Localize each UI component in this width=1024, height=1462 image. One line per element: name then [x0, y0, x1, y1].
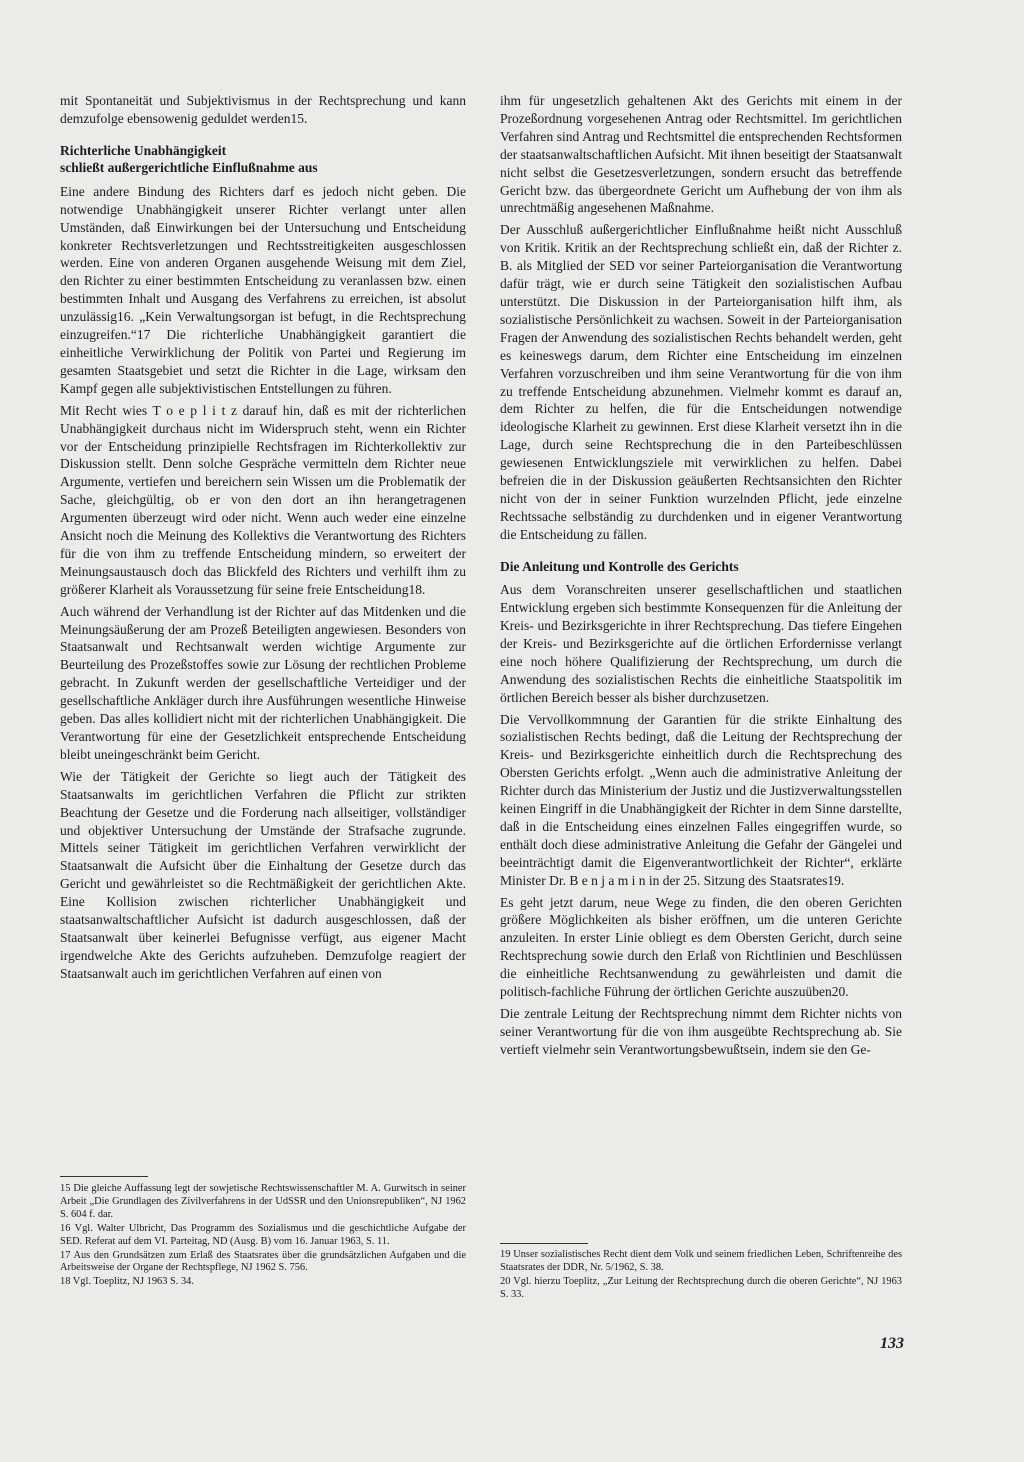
footnote: 18 Vgl. Toeplitz, NJ 1963 S. 34. — [60, 1276, 194, 1288]
page-number: 133 — [880, 1335, 904, 1352]
footnotes-right — [500, 1249, 902, 1303]
footnote: 16 Vgl. Walter Ulbricht, Das Programm des Sozialismus und die geschichtliche Aufgabe der SED. Referat auf dem VI. Parteitag, ND (Ausg. B) vom 16. Januar 1963, S. 11. — [60, 1222, 466, 1247]
heading-line: schließt außergerichtliche Einflußnahme aus — [60, 160, 318, 176]
footnotes-left — [60, 1183, 466, 1290]
paragraph: ihm für ungesetzlich gehaltenen Akt des Gerichts mit einem in der Prozeßordnung vorgesehenen Antrag oder Rechtsmittel. Im gerichtlichen Verfahren sind Antrag und Rechtsmittel die entsprechenden Rechtsformen der staatsanwaltschaftlichen Aufsicht. Mit ihnen beseitigt der Staatsanwalt nicht selbst die Gesetzesverletzungen, sondern ersucht das betreffende Gericht bzw. das übergeordnete Gericht um Aufhebung der von ihm als unrechtmäßig angesehenen Maßnahme. — [500, 93, 902, 216]
footnote: 15 Die gleiche Auffassung legt der sowjetische Rechtswissenschaftler M. A. Gurwitsch in seiner Arbeit „Die Grundlagen des Zivilverfahrens in der UdSSR und den Unionsrepubliken“, NJ 1962 S. 604 f. dar. — [60, 1183, 466, 1220]
paragraph: Mit Recht wies T o e p l i t z darauf hin, daß es mit der richterlichen Unabhängigkeit durchaus nicht im Widerspruch steht, wenn ein Richter vor der Entscheidung prinzipielle Rechtsfragen im Richterkollektiv zur Diskussion stellt. Denn solche Gespräche vermitteln dem Richter neue Argumente, vertiefen und bereichern sein Wissen um die Problematik der Sache, gleichgültig, ob er von den dort an ihn herangetragenen Argumenten überzeugt wird oder nicht. Wenn auch weder eine einzelne Ansicht noch die Meinung des Kollektivs die Verantwortung des Richters für die von ihm zu treffende Entscheidung mindern, so erweitert der Meinungsaustausch doch das Blickfeld des Richters und verhilft ihm zu größerer Klarheit als Voraussetzung für seine freie Entscheidung18. — [60, 402, 466, 597]
paragraph: mit Spontaneität und Subjektivismus in der Rechtsprechung und kann demzufolge ebensowenig geduldet werden15. — [60, 93, 466, 126]
right-column — [500, 92, 902, 1063]
paragraph: Eine andere Bindung des Richters darf es jedoch nicht geben. Die notwendige Unabhängigkeit unserer Richter verlangt unter allen Umständen, daß Einwirkungen bei der Untersuchung und Entscheidung konkreter Rechtsverletzungen und Rechtsstreitigkeiten ausgeschlossen werden. Eine von anderen Organen ausgehende Weisung mit dem Ziel, den Richter zu einer bestimmten Entscheidung zu veranlassen bzw. einen bestimmten Inhalt und Ausgang des Verfahrens zu erreichen, ist absolut unzulässig16. „Kein Verwaltungsorgan ist befugt, in die Rechtsprechung einzugreifen.“17 Die richterliche Unabhängigkeit garantiert die einheitliche Verwirklichung der Politik von Partei und Regierung im gesamten Staatsgebiet und setzt die Richter in die Lage, wirksam den Kampf gegen alle subjektivistischen Entstellungen zu führen. — [60, 183, 466, 396]
footnote: 17 Aus den Grundsätzen zum Erlaß des Staatsrates über die grundsätzlichen Aufgaben und die Arbeitsweise der Organe der Rechtspflege, NJ 1962 S. 756. — [60, 1249, 466, 1274]
paragraph: Es geht jetzt darum, neue Wege zu finden, die den oberen Gerichten größere Möglichkeiten als bisher eröffnen, um die unteren Gerichte anzuleiten. In erster Linie obliegt es dem Obersten Gericht, durch seine Rechtsprechung sowie durch den Erlaß von Richtlinien und Beschlüssen die einheitliche Rechtsanwendung zu gewährleisten und damit die politisch-fachliche Führung der örtlichen Gerichte auszuüben20. — [500, 894, 902, 1000]
heading-line: Richterliche Unabhängigkeit — [60, 142, 227, 158]
footnote: 19 Unser sozialistisches Recht dient dem Volk und seinem friedlichen Leben, Schriftenreihe des Staatsrates der DDR, Nr. 5/1962, S. 38. — [500, 1249, 902, 1273]
footnote: 20 Vgl. hierzu Toeplitz, „Zur Leitung der Rechtsprechung durch die oberen Gerichte“, NJ 1963 S. 33. — [500, 1275, 902, 1300]
section-heading — [60, 142, 466, 177]
left-column — [60, 92, 466, 987]
footnote-divider — [500, 1243, 588, 1244]
section-heading: Die Anleitung und Kontrolle des Gerichts — [500, 558, 739, 574]
paragraph: Aus dem Voranschreiten unserer gesellschaftlichen und staatlichen Entwicklung ergeben sich bestimmte Konsequenzen für die Anleitung der Kreis- und Bezirksgerichte in ihrer Rechtsprechung. Das tiefere Eingehen der Kreis- und Bezirksgerichte auf die örtlichen Erfordernisse verlangt eine noch höhere Qualifizierung der Rechtsprechung, um durch die Anwendung des sozialistischen Rechts die einheitliche Staatspolitik im örtlichen Bereich besser als bisher durchzusetzen. — [500, 582, 902, 705]
paragraph: Die Vervollkommnung der Garantien für die strikte Einhaltung des sozialistischen Rechts bedingt, daß die Leitung der Rechtsprechung der Kreis- und Bezirksgerichte einheitlich durch die Rechtsprechung des Obersten Gerichts erfolgt. „Wenn auch die administrative Anleitung der Richter durch das Ministerium der Justiz und die Justizverwaltungsstellen keinen Eingriff in die Unabhängigkeit der Richter in dem Sinne darstellte, daß in die Entscheidung eines einzelnen Falles eingegriffen wurde, so enthält doch diese administrative Anleitung die Gefahr der Gängelei und beeinträchtigt damit die Eigenverantwortlichkeit der Richter“, erklärte Minister Dr. B e n j a m i n in der 25. Sitzung des Staatsrates19. — [500, 711, 902, 888]
paragraph: Wie der Tätigkeit der Gerichte so liegt auch der Tätigkeit des Staatsanwalts im gerichtlichen Verfahren die Pflicht zur strikten Beachtung der Gesetze und die Forderung nach allseitiger, vollständiger und objektiver Untersuchung der Umstände der Strafsache zugrunde. Mittels seiner Tätigkeit im gerichtlichen Verfahren verwirklicht der Staatsanwalt die Aufsicht über die Einhaltung der Gesetze durch das Gericht und gewährleistet so die Rechtmäßigkeit der gerichtlichen Akte. Eine Kollision zwischen richterlicher Unabhängigkeit und staatsanwaltschaftlicher Aufsicht ist dadurch ausgeschlossen, daß der Staatsanwalt über keinerlei Befugnisse verfügt, aus eigener Macht irgendwelche Akte des Gerichts aufzuheben. Demzufolge reagiert der Staatsanwalt auch im gerichtlichen Verfahren auf einen von — [60, 768, 466, 981]
paragraph: Auch während der Verhandlung ist der Richter auf das Mitdenken und die Meinungsäußerung der am Prozeß Beteiligten angewiesen. Besonders von Staatsanwalt und Rechtsanwalt werden wichtige Argumente zur Beurteilung des Prozeßstoffes sowie zur Lösung der rechtlichen Probleme gebracht. In Zukunft werden der gesellschaftliche Verteidiger und der gesellschaftliche Ankläger durch ihre Ausführungen wesentliche Hinweise geben. Das alles kollidiert nicht mit der richterlichen Unabhängigkeit. Die Verantwortung für eine der Gesetzlichkeit entsprechende Entscheidung bleibt uneingeschränkt beim Gericht. — [60, 603, 466, 762]
footnote-divider — [60, 1176, 148, 1177]
paragraph: Die zentrale Leitung der Rechtsprechung nimmt dem Richter nichts von seiner Verantwortung für die von ihm ausgeübte Rechtsprechung ab. Sie vertieft vielmehr sein Verantwortungsbewußtsein, indem sie den Ge- — [500, 1006, 902, 1057]
paragraph: Der Ausschluß außergerichtlicher Einflußnahme heißt nicht Ausschluß von Kritik. Kritik an der Rechtsprechung schließt ein, daß der Richter z. B. als Mitglied der SED vor seiner Parteiorganisation die Verantwortung dafür trägt, wie er durch seine Tätigkeit den sozialistischen Aufbau unterstützt. Die Diskussion in der Parteiorganisation hilft ihm, als sozialistische Persönlichkeit zu wachsen. Soweit in der Parteiorganisation Fragen der Anwendung des sozialistischen Rechts behandelt werden, geht es keineswegs darum, dem Richter eine Entscheidung im einzelnen Verfahren vorzuschreiben und ihm seine Verantwortung für die von ihm zu treffende Entscheidung abzunehmen. Vielmehr kommt es darauf an, dem Richter zu helfen, die für die Entscheidungen notwendige ideologische Klarheit zu gewinnen. Erst diese Klarheit versetzt ihn in die Lage, durch seine Rechtsprechung die in den Parteibeschlüssen gewiesenen Entwicklungsziele mit verwirklichen zu helfen. Dabei befreien die in der Diskussion geäußerten Rechtsansichten den Richter nicht von der in seiner Funktion wurzelnden Pflicht, jede einzelne Rechtssache selbständig zu durchdenken und in eigener Verantwortung die Entscheidung zu fällen. — [500, 222, 902, 542]
